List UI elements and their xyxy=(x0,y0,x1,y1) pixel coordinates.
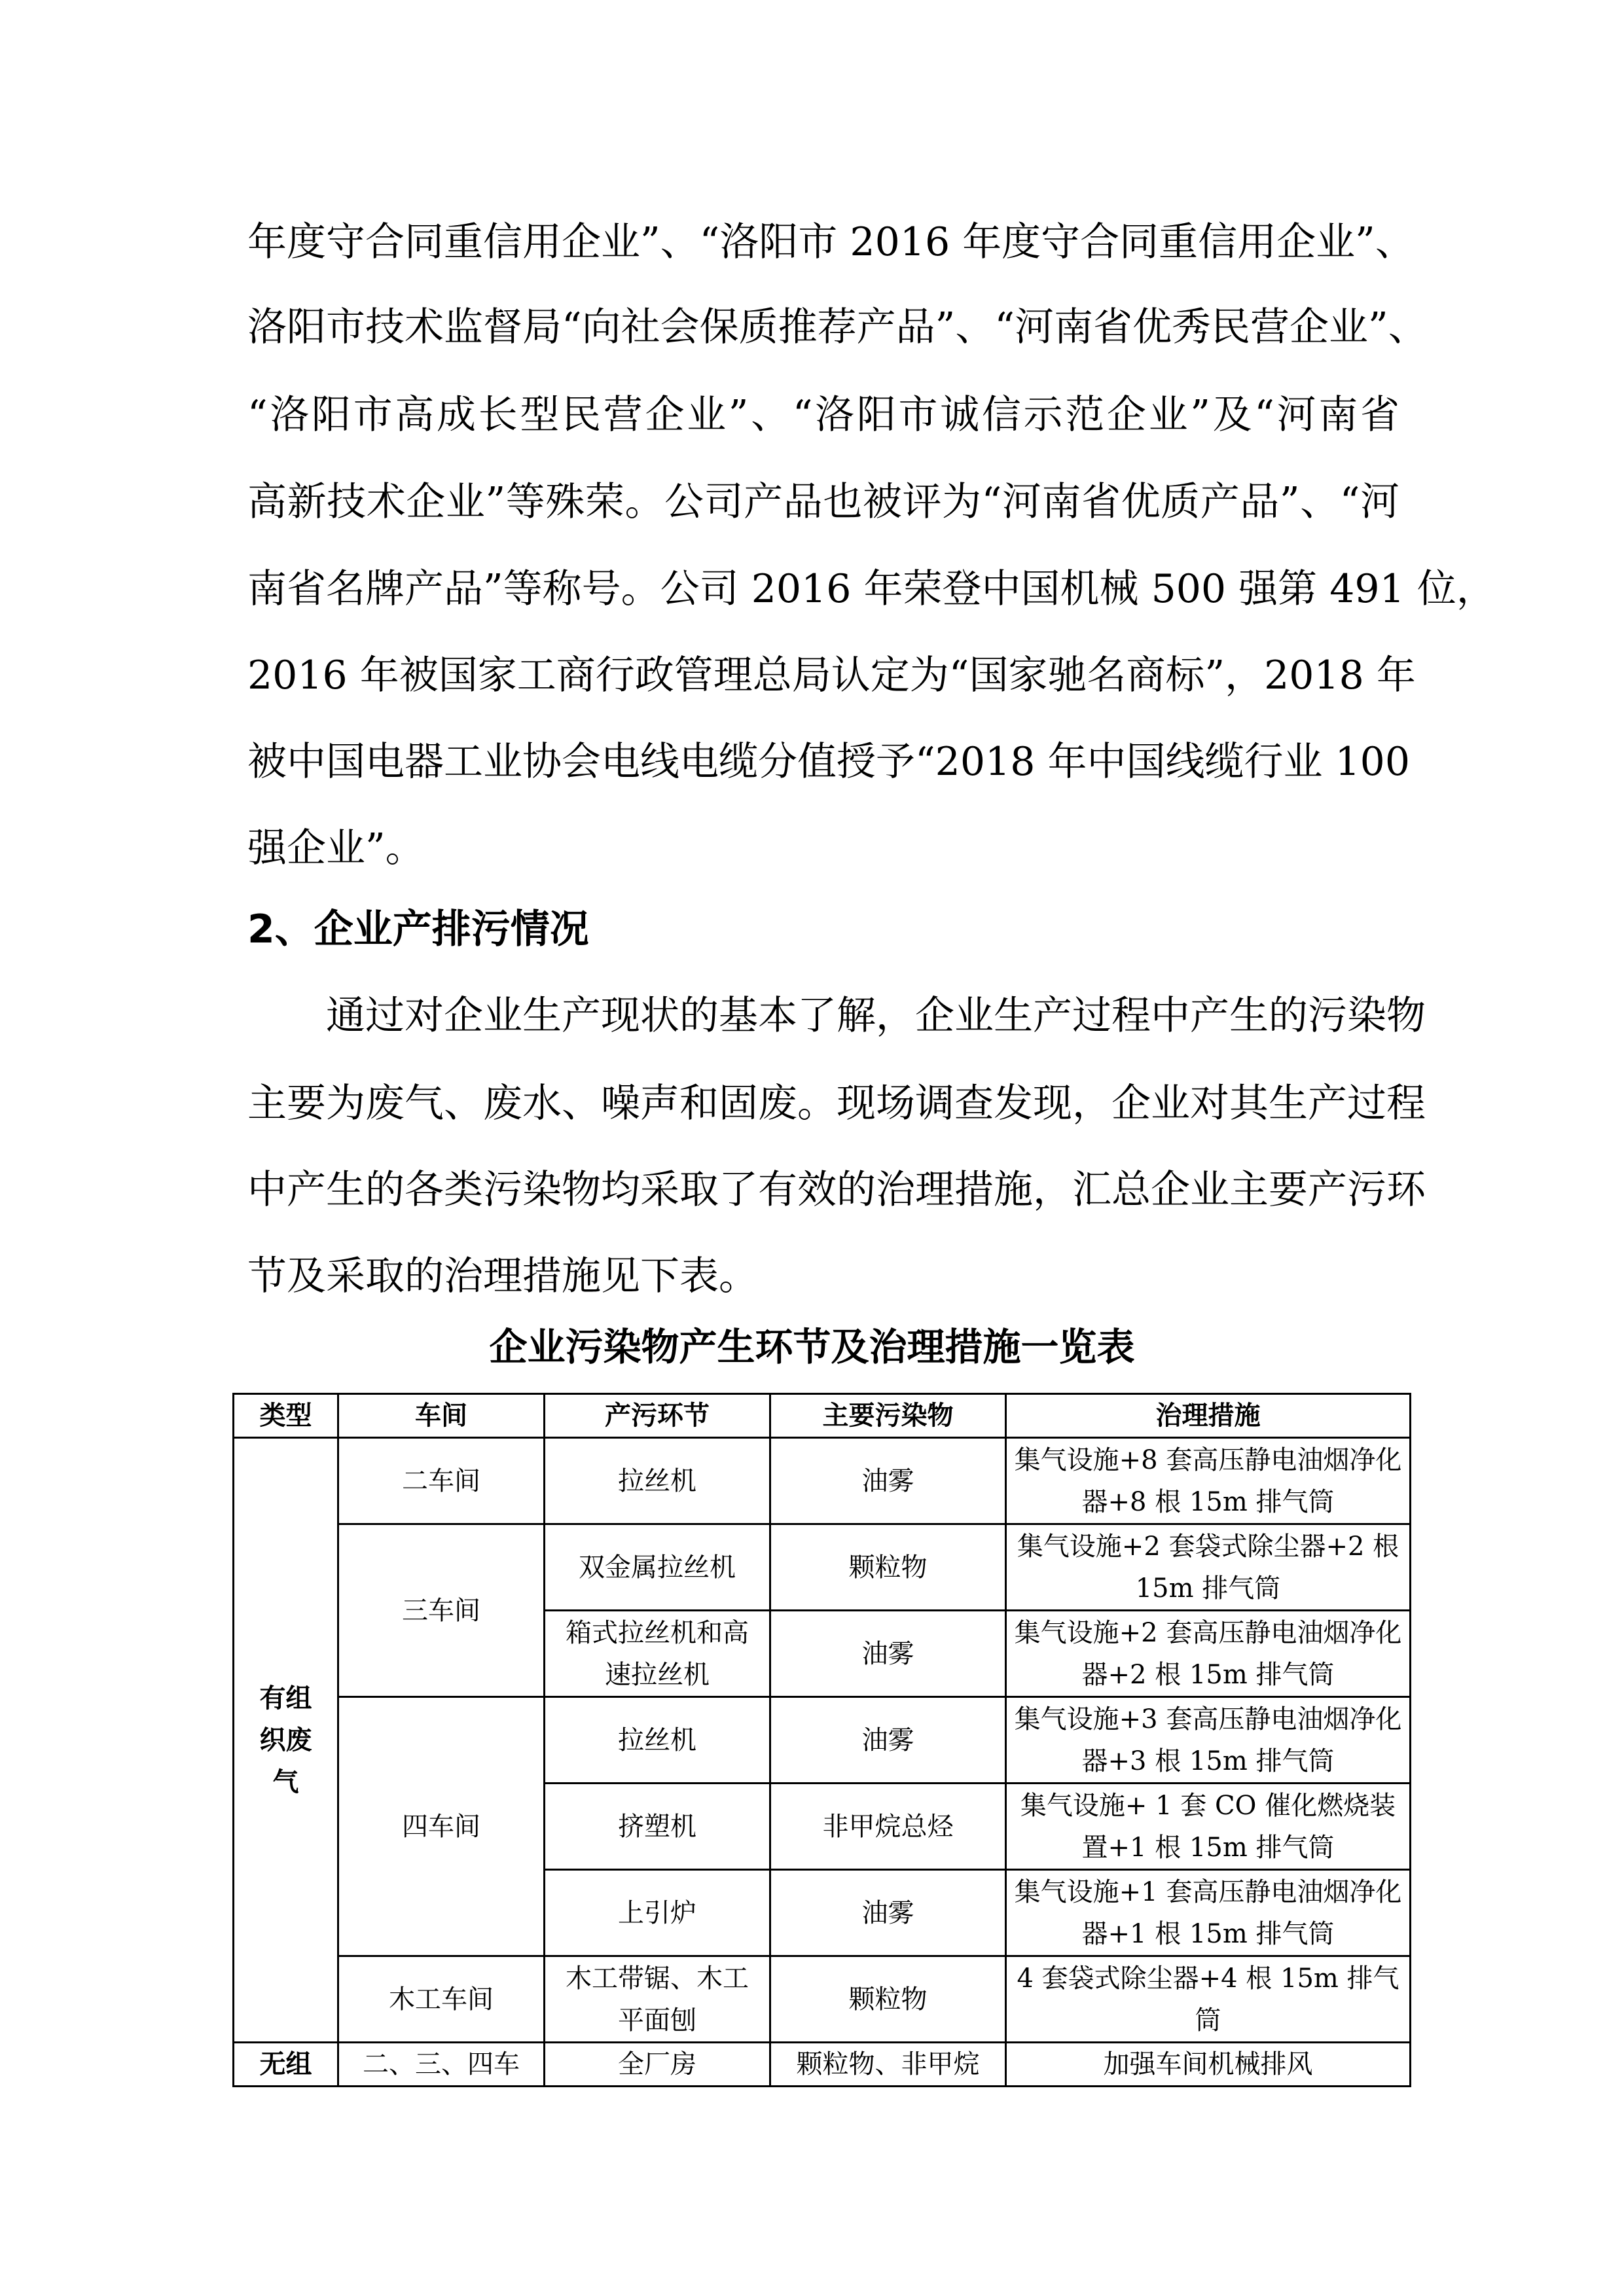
paragraph-line: 年度守合同重信用企业”、“洛阳市 2016 年度守合同重信用企业”、 xyxy=(247,219,1415,265)
table-row xyxy=(234,1697,1411,1784)
paragraph-line: 南省名牌产品”等称号。公司 2016 年荣登中国机械 500 强第 491 位， xyxy=(247,566,1496,612)
measure-cell: 集气设施+ 1 套 CO 催化燃烧装置+1 根 15m 排气筒 xyxy=(1006,1784,1411,1870)
table-row xyxy=(234,2043,1411,2087)
process-cell: 拉丝机 xyxy=(545,1697,770,1784)
paragraph-line: 高新技术企业”等殊荣。公司产品也被评为“河南省优质产品”、“河 xyxy=(247,479,1399,525)
workshop-cell: 四车间 xyxy=(338,1697,545,1956)
header-measure: 治理措施 xyxy=(1006,1394,1411,1438)
paragraph-line: 洛阳市技术监督局“向社会保质推荐产品”、“河南省优秀民营企业”、 xyxy=(247,304,1428,350)
measure-cell: 加强车间机械排风 xyxy=(1006,2043,1411,2087)
paragraph-line: 被中国电器工业协会电线电缆分值授予“2018 年中国线缆行业 100 xyxy=(247,739,1411,785)
table-row xyxy=(234,1956,1411,2043)
pollutant-cell: 油雾 xyxy=(770,1611,1006,1697)
pollutant-cell: 颗粒物 xyxy=(770,1956,1006,2043)
header-workshop: 车间 xyxy=(338,1394,545,1438)
table-title: 企业污染物产生环节及治理措施一览表 xyxy=(489,1325,1135,1369)
measure-cell: 集气设施+2 套高压静电油烟净化器+2 根 15m 排气筒 xyxy=(1006,1611,1411,1697)
paragraph-line: 2016 年被国家工商行政管理总局认定为“国家驰名商标”，2018 年 xyxy=(247,653,1416,698)
paragraph-line: 节及采取的治理措施见下表。 xyxy=(247,1253,758,1299)
pollutant-cell: 颗粒物 xyxy=(770,1524,1006,1611)
paragraph-line: “洛阳市高成长型民营企业”、“洛阳市诚信示范企业”及“河南省 xyxy=(247,392,1399,438)
workshop-cell: 二、三、四车 xyxy=(338,2043,545,2087)
pollutant-cell: 油雾 xyxy=(770,1438,1006,1524)
pollutant-cell: 颗粒物、非甲烷 xyxy=(770,2043,1006,2087)
table-row xyxy=(234,1524,1411,1611)
workshop-cell: 木工车间 xyxy=(338,1956,545,2043)
table-header-row xyxy=(234,1394,1411,1438)
process-cell: 箱式拉丝机和高速拉丝机 xyxy=(545,1611,770,1697)
paragraph-line: 强企业”。 xyxy=(247,825,425,871)
paragraph-line: 中产生的各类污染物均采取了有效的治理措施，汇总企业主要产污环 xyxy=(247,1167,1426,1213)
paragraph-line: 通过对企业生产现状的基本了解，企业生产过程中产生的污染物 xyxy=(326,993,1426,1039)
header-process: 产污环节 xyxy=(545,1394,770,1438)
process-cell: 全厂房 xyxy=(545,2043,770,2087)
paragraph-line: 主要为废气、废水、噪声和固废。现场调查发现，企业对其生产过程 xyxy=(247,1081,1426,1126)
section-heading: 2、企业产排污情况 xyxy=(247,906,589,952)
process-cell: 拉丝机 xyxy=(545,1438,770,1524)
header-type: 类型 xyxy=(234,1394,338,1438)
measure-cell: 集气设施+8 套高压静电油烟净化器+8 根 15m 排气筒 xyxy=(1006,1438,1411,1524)
measure-cell: 4 套袋式除尘器+4 根 15m 排气筒 xyxy=(1006,1956,1411,2043)
pollutant-cell: 油雾 xyxy=(770,1870,1006,1956)
pollution-table xyxy=(232,1393,1411,2087)
process-cell: 双金属拉丝机 xyxy=(545,1524,770,1611)
workshop-cell: 二车间 xyxy=(338,1438,545,1524)
table-row xyxy=(234,1438,1411,1524)
type-cell: 无组 xyxy=(234,2043,338,2087)
measure-cell: 集气设施+3 套高压静电油烟净化器+3 根 15m 排气筒 xyxy=(1006,1697,1411,1784)
pollutant-cell: 非甲烷总烃 xyxy=(770,1784,1006,1870)
pollutant-cell: 油雾 xyxy=(770,1697,1006,1784)
process-cell: 木工带锯、木工平面刨 xyxy=(545,1956,770,2043)
measure-cell: 集气设施+1 套高压静电油烟净化器+1 根 15m 排气筒 xyxy=(1006,1870,1411,1956)
process-cell: 挤塑机 xyxy=(545,1784,770,1870)
workshop-cell: 三车间 xyxy=(338,1524,545,1697)
header-pollutant: 主要污染物 xyxy=(770,1394,1006,1438)
type-cell: 有组织废气 xyxy=(234,1438,338,2043)
process-cell: 上引炉 xyxy=(545,1870,770,1956)
measure-cell: 集气设施+2 套袋式除尘器+2 根 15m 排气筒 xyxy=(1006,1524,1411,1611)
